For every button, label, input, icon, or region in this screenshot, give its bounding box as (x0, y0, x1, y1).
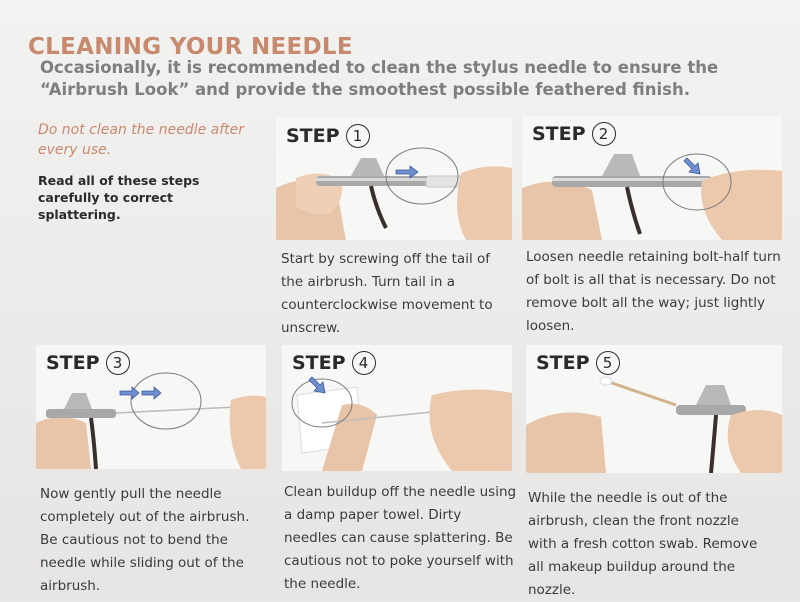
step-3-photo (36, 345, 266, 469)
step-2-label (532, 122, 616, 146)
step-number-badge: 5 (596, 351, 620, 375)
step-word: STEP (286, 125, 340, 147)
page-subtitle: Occasionally, it is recommended to clean the stylus needle to ensure the “Airbrush Look” and provide the smoothest possible feathered finish. (40, 58, 719, 99)
step-5 (526, 345, 792, 599)
step-number-badge: 3 (106, 351, 130, 375)
step-word: STEP (536, 352, 590, 374)
step-3 (36, 345, 270, 594)
step-5-text: While the needle is out of the airbrush, clean the front nozzle with a fresh cotton swab. Remove all makeup buildup around the nozzle. (528, 490, 758, 598)
step-4-label (292, 351, 376, 375)
step-word: STEP (532, 123, 586, 145)
step-word: STEP (46, 352, 100, 374)
step-1-text: Start by screwing off the tail of the airbrush. Turn tail in a counterclockwise movement to unscrew. (281, 251, 493, 336)
step-number-badge: 4 (352, 351, 376, 375)
step-3-text: Now gently pull the needle completely out of the airbrush. Be cautious not to bend the needle while sliding out of the airbrush. (40, 486, 250, 594)
step-2-photo (522, 116, 782, 240)
step-1 (276, 118, 512, 343)
page-title: CLEANING YOUR NEEDLE (28, 34, 353, 60)
step-4 (282, 345, 518, 590)
step-4-photo (282, 345, 512, 471)
step-2-text: Loosen needle retaining bolt-half turn of bolt is all that is necessary. Do not remove bolt all the way; just lightly loosen. (526, 249, 781, 334)
read-all-note: Read all of these steps carefully to correct splattering. (38, 173, 200, 222)
step-1-label (286, 124, 370, 148)
step-2 (522, 116, 790, 341)
step-number-badge: 1 (346, 124, 370, 148)
step-5-photo (526, 345, 782, 473)
step-5-label (536, 351, 620, 375)
step-number-badge: 2 (592, 122, 616, 146)
step-1-photo (276, 118, 512, 240)
step-3-label (46, 351, 130, 375)
warning-note: Do not clean the needle after every use. (38, 122, 245, 158)
step-4-text: Clean buildup off the needle using a damp paper towel. Dirty needles can cause splattering. Be cautious not to poke yourself with the needle. (284, 484, 517, 592)
step-word: STEP (292, 352, 346, 374)
